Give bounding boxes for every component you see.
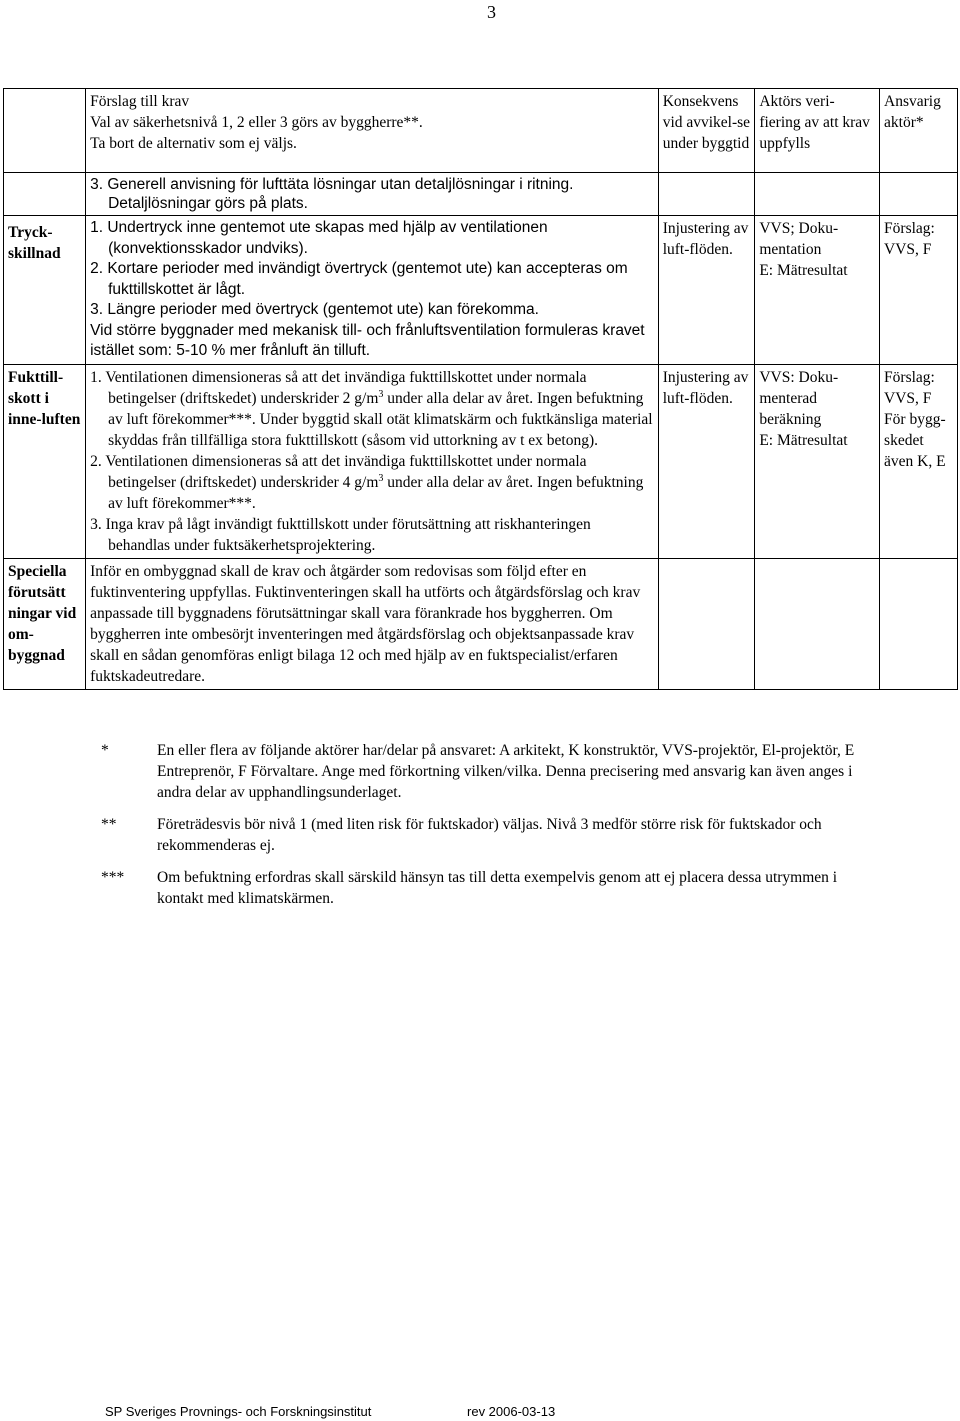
moisture-item-1: 1. Ventilationen dimensioneras så att det invändiga fukttillskottet under normala betingelser (driftskedet) underskrider 2 $g/m^3$ under alla delar av året. Ingen befuktning av luft förekommer***. Under byggtid skall otät klimatskärm och fuktkänsliga material skyddas från tillfälliga stora fukttillskott (såsom vid uttorkning av t ex betong). [90, 368, 653, 449]
moisture-supply-requirements [86, 364, 659, 558]
header-responsible: Ansvarig aktör* [880, 89, 958, 173]
pressure-consequence: Injustering av luft-flöden. [658, 216, 755, 365]
page-number: 3 [487, 2, 496, 22]
header-proposal-title: Förslag till krav [90, 93, 190, 110]
footnote-3: *** Om befuktning erfordras skall särskild hänsyn tas till detta exempelvis genom att ej placera dessa utrymmen i kontakt med klimatskärmen. [101, 869, 838, 907]
moisture-supply-label: Fukttill-skott i inne-luften [4, 364, 86, 558]
header-proposal-level: Val av säkerhetsnivå 1, 2 eller 3 görs av byggherre**. [90, 114, 423, 131]
renovation-row [4, 558, 958, 689]
renovation-requirements: Inför en ombyggnad skall de krav och åtgärder som redovisas som följd efter en fuktinventering uppfyllas. Fuktinventeringen skall ha utförts och åtgärdsförslag och krav anpassade till byggnadens förutsättningar skall vara förankrade hos byggherren. Om byggherren inte ombesörjt inventeringen med åtgärdsförslag och objektsanpassade krav skall en sådan genomföras enligt bilaga 12 och med hjälp av en fuktspecialist/erfaren fuktskadeutredare. [86, 558, 659, 689]
pressure-difference-label: Tryck-skillnad [4, 216, 86, 365]
header-proposal-remove: Ta bort de alternativ som ej väljs. [90, 135, 297, 152]
pressure-difference-requirements [86, 216, 659, 365]
footer-revision: rev 2006-03-13 [467, 1404, 556, 1419]
general-instruction-cell [86, 173, 659, 216]
renovation-label: Speciella förutsätt ningar vid om-byggnad [4, 558, 86, 689]
table-header-row [4, 89, 958, 173]
footnotes [95, 740, 885, 920]
header-label-cell [4, 89, 86, 173]
footnote-1: * En eller flera av följande aktörer har/delar på ansvaret: A arkitekt, K konstruktör, VVS-projektör, El-projektör, E Entreprenör, F Förvaltare. Ange med förkortning vilken/vilka. Denna precisering med ansvarig kan även anges i andra delar av upphandlingsunderlaget. [101, 742, 855, 801]
pressure-item-3: 3. Längre perioder med övertryck (gentemot ute) kan förekomma. [90, 301, 539, 318]
general-instruction-text: 3. Generell anvisning för lufttäta lösningar utan detaljlösningar i ritning. Detaljlösningar görs på plats. [90, 176, 574, 212]
moisture-item-2: 2. Ventilationen dimensioneras så att det invändiga fukttillskottet under normala betingelser (driftskedet) underskrider 4 $g/m^3$ under alla delar av året. Ingen befuktning av luft förekommer***. [90, 452, 644, 512]
general-instruction-row [4, 173, 958, 216]
pressure-difference-row [4, 216, 958, 365]
moisture-verification: VVS: Doku-menterad beräkning E: Mätresultat [755, 364, 880, 558]
requirements-table [3, 88, 958, 690]
footer-organization: SP Sveriges Provnings- och Forskningsinstitut [105, 1404, 372, 1419]
header-verification: Aktörs veri-fiering av att krav uppfylls [755, 89, 880, 173]
header-consequence: Konsekvens vid avvikel-se under byggtid [658, 89, 755, 173]
pressure-responsible: Förslag: VVS, F [880, 216, 958, 365]
footnote-2: ** Företrädesvis bör nivå 1 (med liten risk för fuktskador) väljas. Nivå 3 medför större risk för fuktskador och rekommenderas ej. [101, 816, 822, 854]
moisture-consequence: Injustering av luft-flöden. [658, 364, 755, 558]
pressure-verification: VVS; Doku-mentation E: Mätresultat [755, 216, 880, 365]
moisture-item-3: 3. Inga krav på lågt invändigt fukttillskott under förutsättning att riskhanteringen behandlas under fuktsäkerhetsprojektering. [90, 515, 591, 554]
pressure-note: Vid större byggnader med mekanisk till- och frånluftsventilation formuleras kravet istället som: 5-10 % mer frånluft än tilluft. [90, 321, 645, 359]
moisture-responsible: Förslag: VVS, F För bygg-skedet även K, E [880, 364, 958, 558]
page-footer [105, 1404, 555, 1419]
moisture-supply-row [4, 364, 958, 558]
pressure-item-2: 2. Kortare perioder med invändigt övertryck (gentemot ute) kan accepteras om fukttillskottet är lågt. [90, 260, 628, 298]
pressure-item-1: 1. Undertryck inne gentemot ute skapas med hjälp av ventilationen (konvektionsskador undviks). [90, 219, 548, 257]
header-proposal-cell [86, 89, 659, 173]
